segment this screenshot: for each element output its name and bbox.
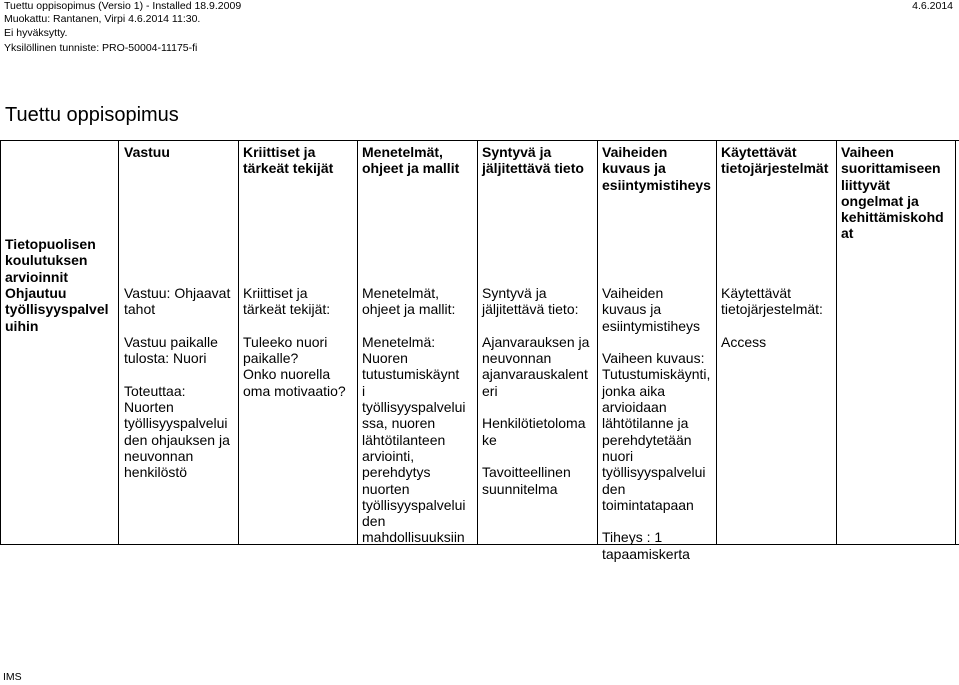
table-divider [118,141,119,544]
table-divider [357,141,358,544]
cell-kriittiset: Kriittiset ja tärkeät tekijät: Tuleeko nuori paikalle? Onko nuorella oma motivaatio? [243,285,346,399]
meta-approval-status: Ei hyväksytty. [4,27,68,39]
meta-identifier: Yksilöllinen tunniste: PRO-50004-11175-fi [4,42,198,54]
page-title: Tuettu oppisopimus [5,104,179,126]
row-label: Ohjautuu työllisyyspalvel uihin [5,285,109,334]
cell-syntyva: Syntyvä ja jäljitettävä tieto: Ajanvarauksen ja neuvonnan ajanvarauskalent eri Henkilötietoloma ke Tavoitteellinen suunnitelma [482,285,590,497]
cell-menetelmat: Menetelmät, ohjeet ja mallit: Menetelmä: Nuoren tutustumiskäynt i työllisyyspalvelui ssa, nuoren lähtötilanteen arviointi, perehdytys nuorten työllisyyspalvelui den mahdollisuuksiin [362,285,466,546]
table-divider [238,141,239,544]
meta-date: 4.6.2014 [912,0,953,12]
table-divider [836,141,837,544]
cell-vaiheiden: Vaiheiden kuvaus ja esiintymistiheys Vaiheen kuvaus: Tutustumiskäynti, jonka aika arvioidaan lähtötilanne ja perehdytetään nuori työllisyyspalvelui den toimintatapaan Tiheys : 1 tapaamiskerta [602,285,711,562]
process-table [0,140,959,562]
header-vaiheiden: Vaiheiden kuvaus ja esiintymistiheys [602,144,711,193]
meta-version: Tuettu oppisopimus (Versio 1) - Installed 18.9.2009 [4,0,242,12]
header-kriittiset: Kriittiset ja tärkeät tekijät [243,144,334,177]
cell-vastuu: Vastuu: Ohjaavat tahot Vastuu paikalle tulosta: Nuori Toteuttaa: Nuorten työllisyyspalvelui den ohjauksen ja neuvonnan henkilöstö [124,285,231,481]
section-label: Tietopuolisen koulutuksen arvioinnit [5,236,96,285]
table-divider [0,141,1,544]
table-divider [955,141,956,544]
table-divider [597,141,598,544]
header-syntyva: Syntyvä ja jäljitettävä tieto [482,144,584,177]
header-vaiheen: Vaiheen suorittamiseen liittyvät ongelmat ja kehittämiskohd at [841,144,944,242]
header-vastuu: Vastuu [124,144,170,160]
header-kaytettavat: Käytettävät tietojärjestelmät [721,144,829,177]
header-menetelmat: Menetelmät, ohjeet ja mallit [362,144,460,177]
table-divider [716,141,717,544]
table-divider [477,141,478,544]
footer-label: IMS [3,671,22,683]
meta-modified: Muokattu: Rantanen, Virpi 4.6.2014 11:30. [4,13,201,25]
cell-kaytettavat: Käytettävät tietojärjestelmät: Access [721,285,823,350]
